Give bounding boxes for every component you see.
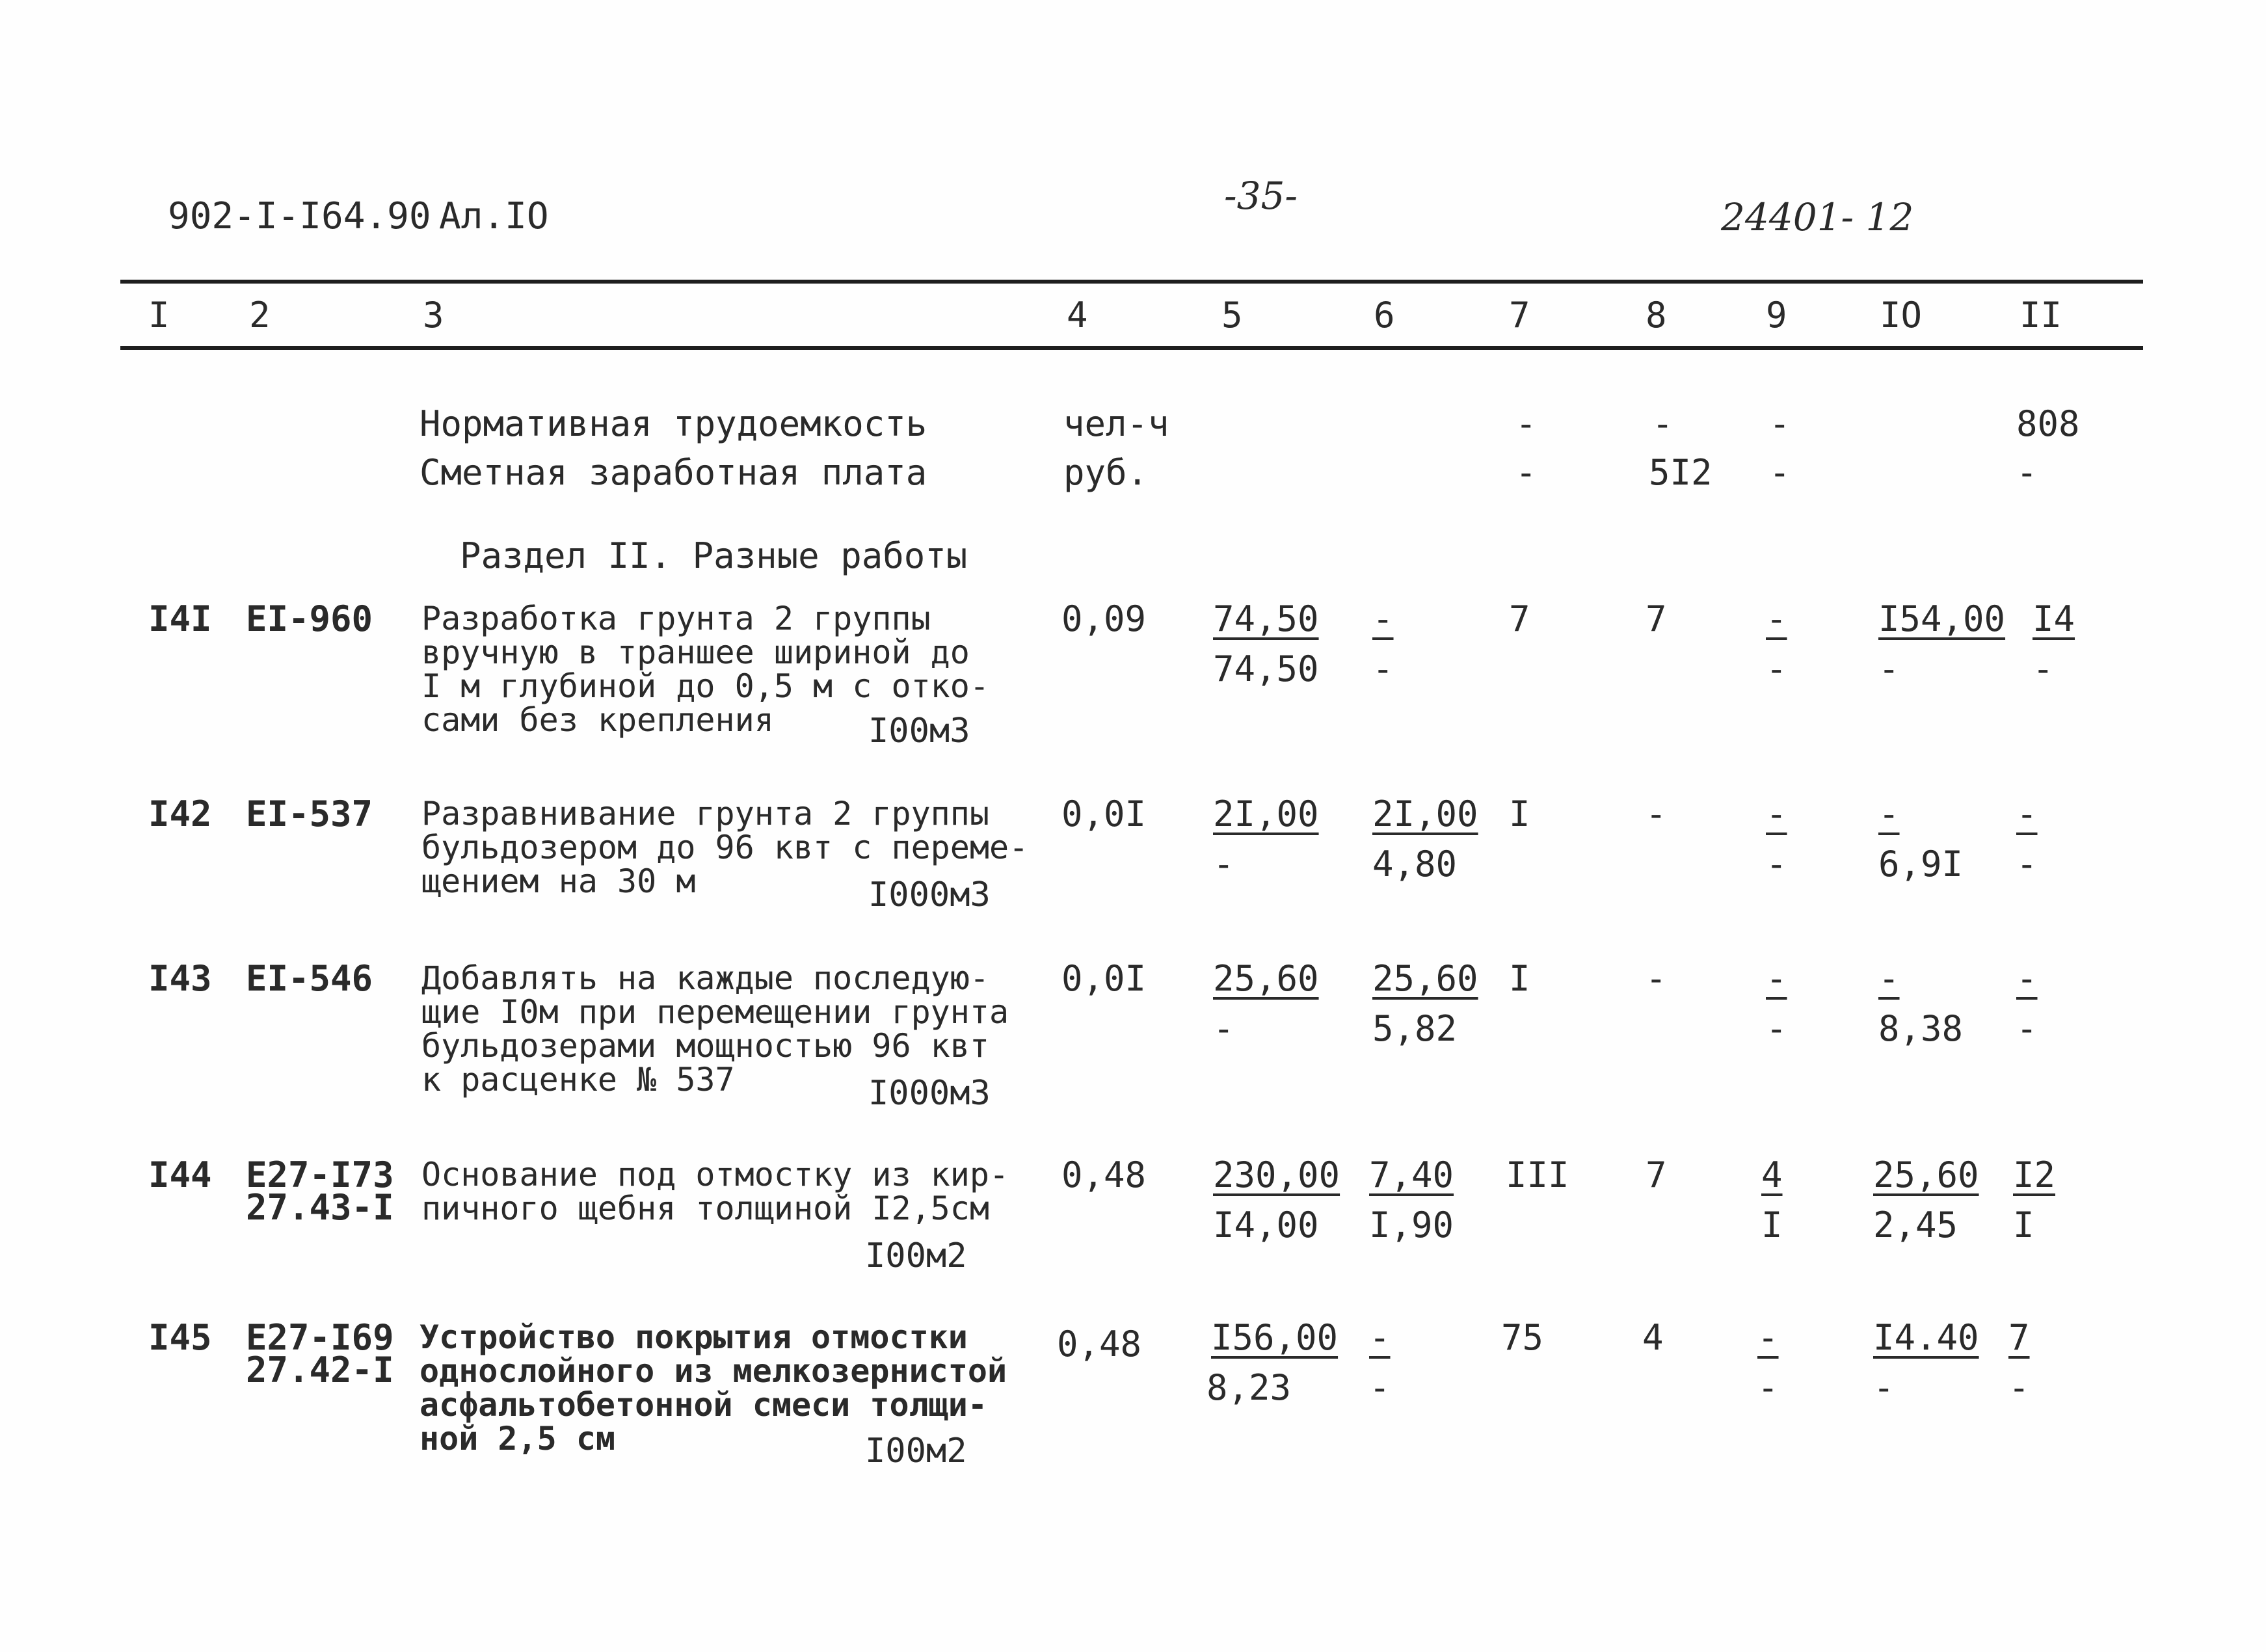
- col10-top: -: [1878, 793, 1900, 834]
- col10-bottom: 2,45: [1873, 1205, 1958, 1246]
- column-header: II: [2019, 295, 2062, 336]
- col11-top: I4: [2033, 598, 2075, 639]
- rate-code: EI-537: [246, 793, 373, 834]
- row-number: I43: [148, 958, 212, 999]
- work-description: Разработка грунта 2 группы вручную в траншее шириной до I м глубиной до 0,5 м с отко- сами без крепления: [421, 600, 989, 739]
- col10-top: I4.40: [1873, 1317, 1979, 1358]
- col9-top: -: [1766, 598, 1787, 639]
- col5-top: I56,00: [1211, 1317, 1339, 1358]
- col10-top: 25,60: [1873, 1154, 1979, 1195]
- column-header: 8: [1646, 295, 1667, 336]
- rate-code: E27-I69: [246, 1317, 394, 1358]
- rate-code-secondary: 27.43-I: [246, 1187, 394, 1228]
- col6-top: 25,60: [1372, 958, 1478, 999]
- section-title: Раздел II. Разные работы: [460, 535, 968, 576]
- col11-top: -: [2016, 793, 2038, 834]
- row-number: I42: [148, 793, 212, 834]
- col11-bottom: I: [2013, 1205, 2034, 1246]
- summary-name: Нормативная трудоемкость: [420, 403, 927, 444]
- summary-col9: -: [1769, 403, 1791, 444]
- col5-top: 74,50: [1213, 598, 1319, 639]
- work-description: Разравнивание грунта 2 группы бульдозером до 96 квт с переме- щением на 30 м: [421, 795, 1029, 900]
- col6-top: -: [1369, 1317, 1391, 1358]
- column-header: I: [148, 295, 170, 336]
- col6-top: -: [1372, 598, 1394, 639]
- col5-bottom: 8,23: [1206, 1367, 1292, 1408]
- col11-top: I2: [2013, 1154, 2056, 1195]
- summary-unit: чел-ч: [1063, 403, 1169, 444]
- column-header: 5: [1221, 295, 1243, 336]
- col11-bottom: -: [2008, 1367, 2030, 1408]
- column-header: 6: [1374, 295, 1395, 336]
- row-number: I44: [148, 1154, 212, 1195]
- col8: 7: [1646, 1154, 1667, 1195]
- sheet-code: 24401- 12: [1721, 195, 1914, 239]
- measure-unit: I000м3: [868, 875, 991, 914]
- page-number: -35-: [1224, 174, 1298, 218]
- col10-bottom: 6,9I: [1878, 844, 1964, 885]
- col9-top: -: [1757, 1317, 1779, 1358]
- quantity: 0,0I: [1061, 958, 1147, 999]
- col9-bottom: I: [1761, 1205, 1783, 1246]
- table-top-rule: [120, 280, 2143, 284]
- col10-bottom: -: [1878, 648, 1900, 689]
- summary-col7: -: [1515, 403, 1537, 444]
- measure-unit: I000м3: [868, 1074, 991, 1113]
- col7: I: [1509, 793, 1530, 834]
- row-number: I4I: [148, 598, 212, 639]
- col8: 4: [1642, 1317, 1664, 1358]
- rate-code: E27-I73: [246, 1154, 394, 1195]
- summary-col8: 5I2: [1649, 452, 1713, 493]
- column-header: IO: [1880, 295, 1923, 336]
- column-header: 7: [1509, 295, 1530, 336]
- col9-top: -: [1766, 793, 1787, 834]
- summary-col7: -: [1515, 452, 1537, 493]
- quantity: 0,09: [1061, 598, 1147, 639]
- column-header: 4: [1067, 295, 1088, 336]
- col9-bottom: -: [1766, 844, 1787, 885]
- col9-bottom: -: [1766, 1008, 1787, 1049]
- col10-top: I54,00: [1878, 598, 2006, 639]
- col10-top: -: [1878, 958, 1900, 999]
- col6-bottom: 4,80: [1372, 844, 1458, 885]
- rate-code: EI-960: [246, 598, 373, 639]
- col9-bottom: -: [1766, 648, 1787, 689]
- col9-bottom: -: [1757, 1367, 1779, 1408]
- col6-top: 2I,00: [1372, 793, 1478, 834]
- col5-top: 2I,00: [1213, 793, 1319, 834]
- quantity: 0,48: [1057, 1324, 1142, 1365]
- col6-bottom: I,90: [1369, 1205, 1454, 1246]
- col7: III: [1506, 1154, 1569, 1195]
- col5-bottom: -: [1213, 1008, 1234, 1049]
- col11-bottom: -: [2016, 1008, 2038, 1049]
- col6-bottom: 5,82: [1372, 1008, 1458, 1049]
- summary-col9: -: [1769, 452, 1791, 493]
- summary-col11: -: [2016, 452, 2038, 493]
- measure-unit: I00м2: [865, 1236, 967, 1275]
- row-number: I45: [148, 1317, 212, 1358]
- col10-bottom: -: [1873, 1367, 1895, 1408]
- col11-bottom: -: [2033, 648, 2054, 689]
- col5-bottom: 74,50: [1213, 648, 1319, 689]
- col6-top: 7,40: [1369, 1154, 1454, 1195]
- col6-bottom: -: [1369, 1367, 1391, 1408]
- col9-top: -: [1766, 958, 1787, 999]
- col10-bottom: 8,38: [1878, 1008, 1964, 1049]
- col7: 75: [1501, 1317, 1544, 1358]
- work-description: Основание под отмостку из кир- пичного щебня толщиной I2,5см: [421, 1156, 1009, 1227]
- col11-top: -: [2016, 958, 2038, 999]
- col8: -: [1646, 958, 1667, 999]
- col11-bottom: -: [2016, 844, 2038, 885]
- column-header: 2: [249, 295, 271, 336]
- measure-unit: I00м3: [868, 712, 970, 751]
- column-header: 3: [423, 295, 444, 336]
- work-description: Добавлять на каждые последую- щие I0м при перемещении грунта бульдозерами мощностью 96 квт к расценке № 537: [421, 959, 1009, 1099]
- summary-col11: 808: [2016, 403, 2080, 444]
- col5-bottom: -: [1213, 844, 1234, 885]
- col11-top: 7: [2008, 1317, 2030, 1358]
- document-code: 902-I-I64.90: [168, 195, 431, 237]
- summary-unit: руб.: [1063, 452, 1149, 493]
- col6-bottom: -: [1372, 648, 1394, 689]
- summary-col8: -: [1652, 403, 1673, 444]
- measure-unit: I00м2: [865, 1432, 967, 1471]
- table-header-rule: [120, 346, 2143, 350]
- rate-code: EI-546: [246, 958, 373, 999]
- quantity: 0,48: [1061, 1154, 1147, 1195]
- summary-name: Сметная заработная плата: [420, 452, 927, 493]
- col7: 7: [1509, 598, 1530, 639]
- col5-top: 25,60: [1213, 958, 1319, 999]
- col5-bottom: I4,00: [1213, 1205, 1319, 1246]
- column-header: 9: [1766, 295, 1787, 336]
- col8: 7: [1646, 598, 1667, 639]
- album-number: Ал.IO: [439, 195, 549, 237]
- col5-top: 230,00: [1213, 1154, 1340, 1195]
- rate-code-secondary: 27.42-I: [246, 1350, 394, 1391]
- work-description: Устройство покрытия отмостки однослойного из мелкозернистой асфальтобетонной смеси толщи- ной 2,5 см: [420, 1318, 1007, 1458]
- col7: I: [1509, 958, 1530, 999]
- col9-top: 4: [1761, 1154, 1783, 1195]
- col8: -: [1646, 793, 1667, 834]
- quantity: 0,0I: [1061, 793, 1147, 834]
